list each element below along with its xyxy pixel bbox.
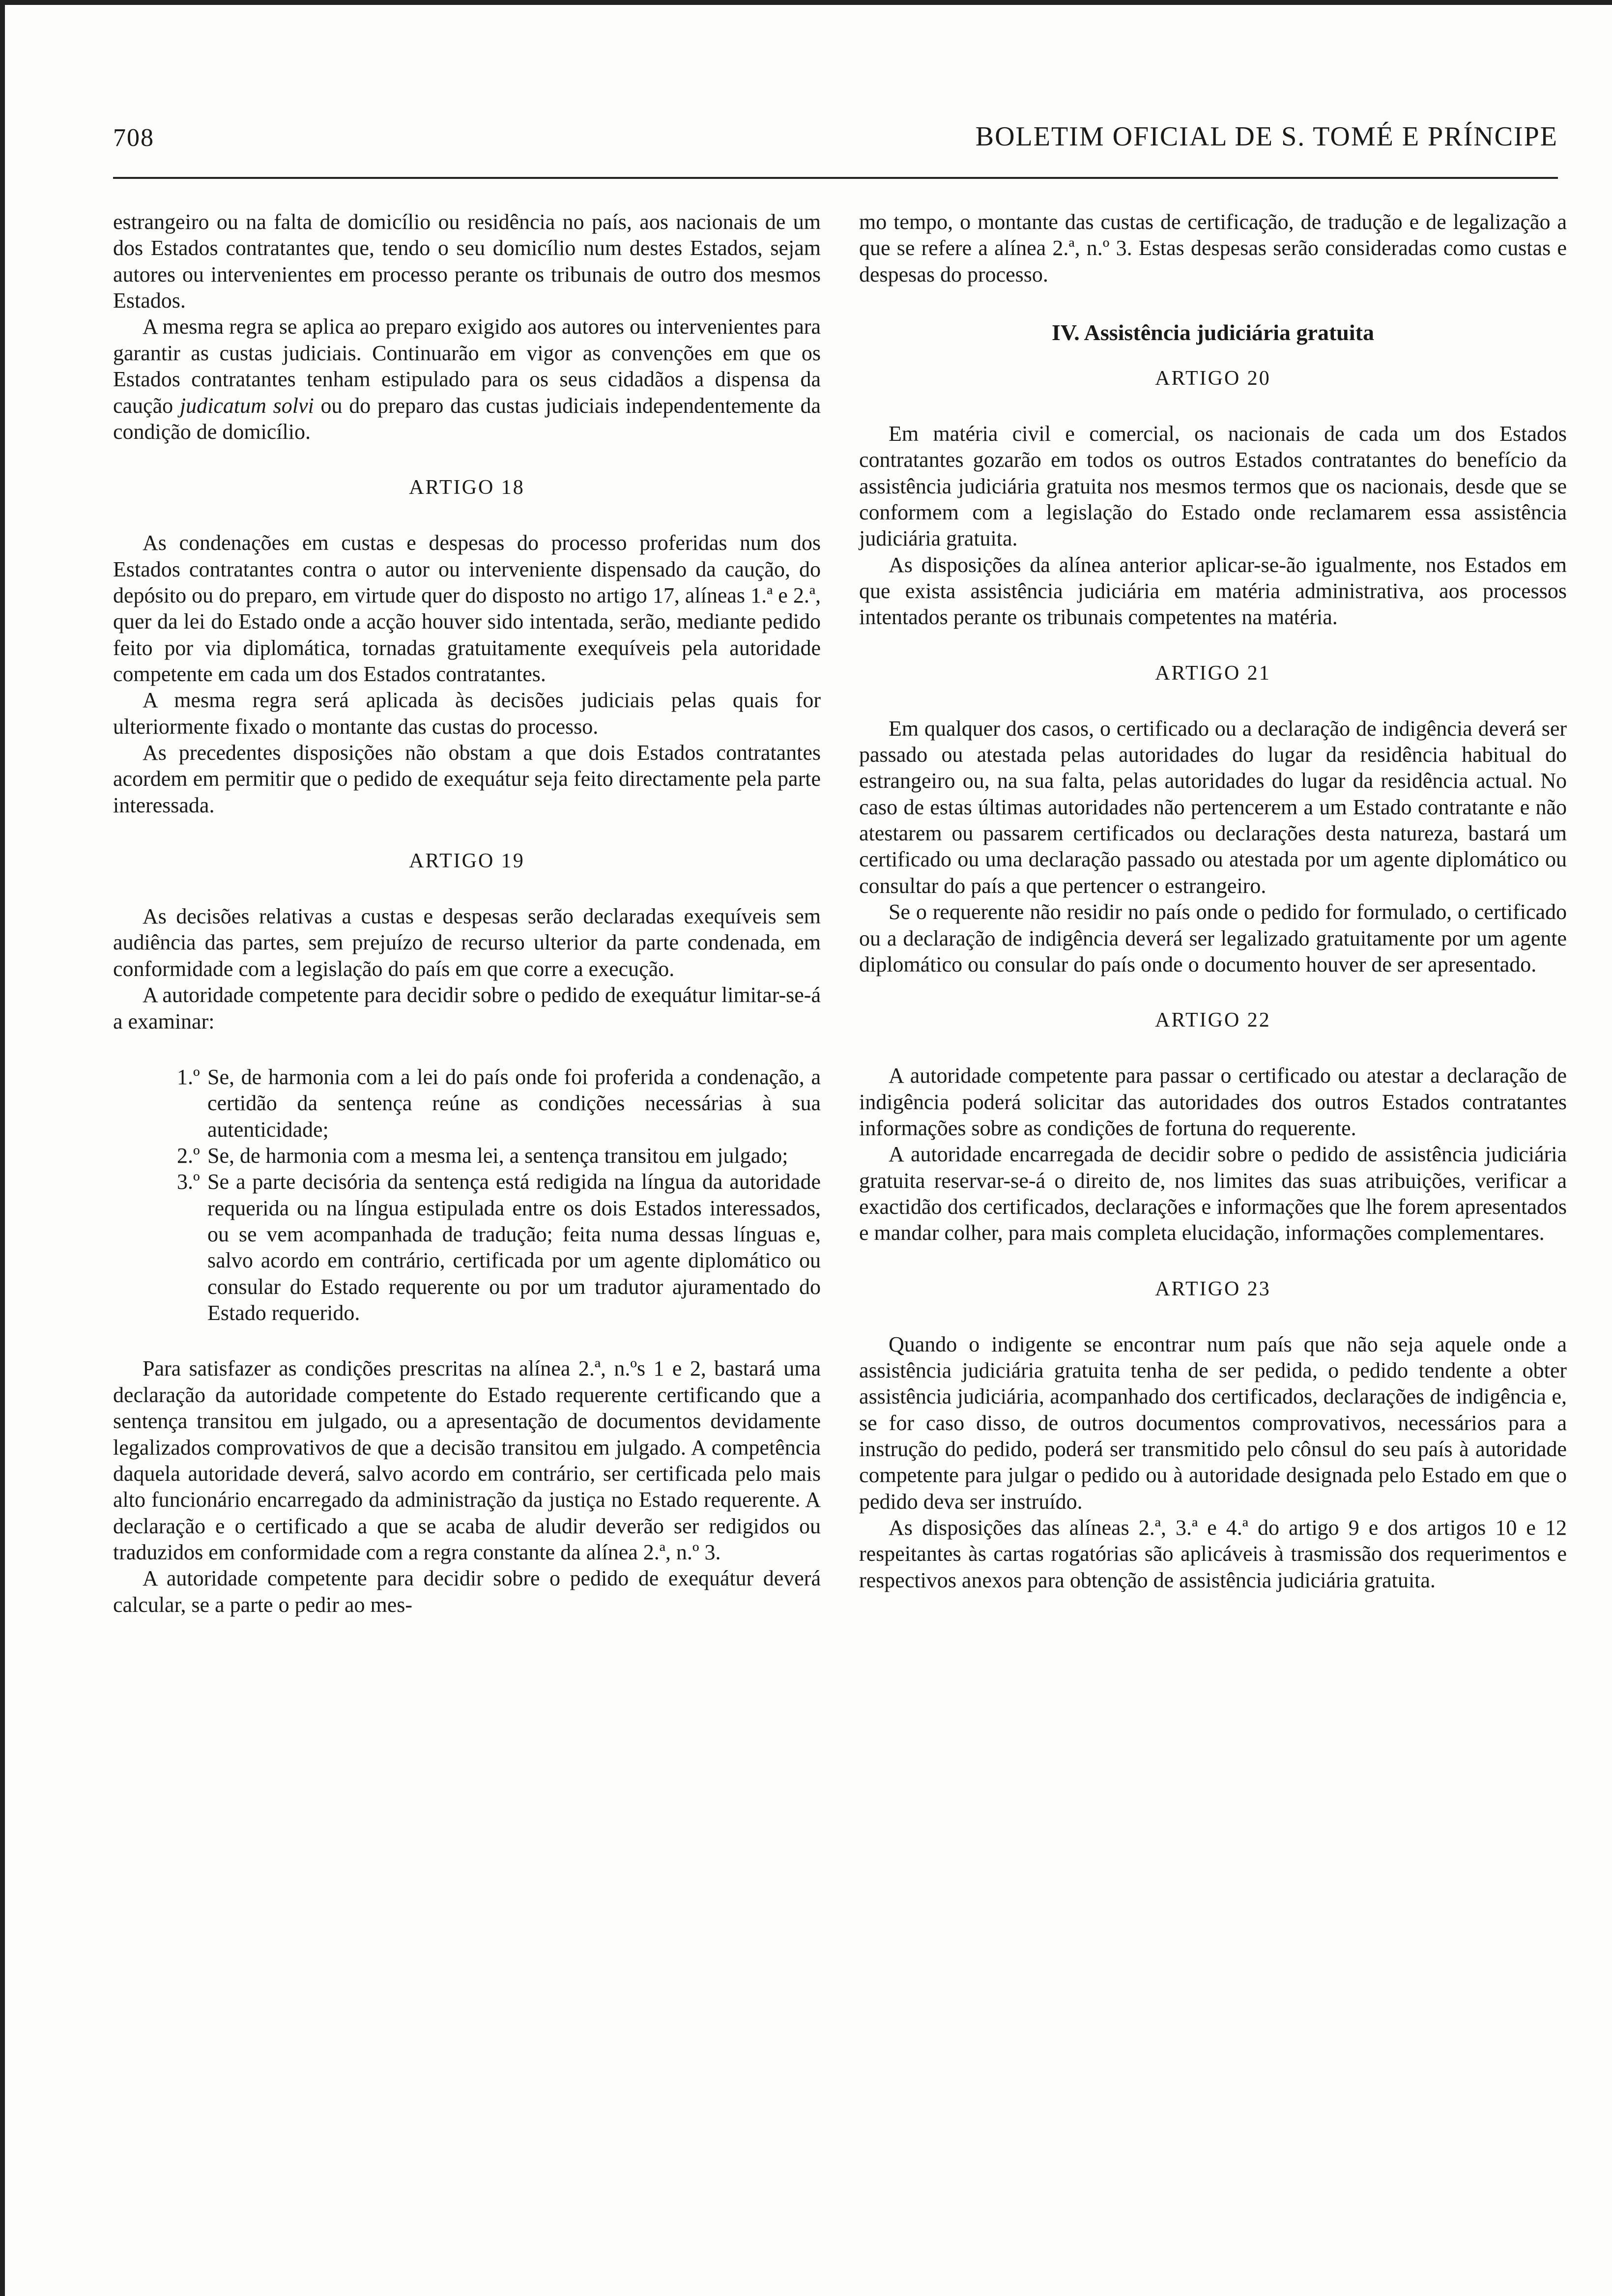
- paragraph: estrangeiro ou na falta de domicílio ou residência no país, aos nacionais de um dos Estados contratantes que, tendo o seu domicílio num destes Estados, sejam autores ou intervenientes em processo perante os tribunais de outro dos mesmos Estados.: [113, 210, 821, 313]
- item-text: Se, de harmonia com a lei do país onde foi proferida a condenação, a certidão da sentença reúne as condições necessárias à sua autenticidade;: [207, 1064, 821, 1142]
- left-column: [113, 209, 821, 1618]
- page-header: [113, 108, 1558, 152]
- paragraph: Em matéria civil e comercial, os nacionais de cada um dos Estados contratantes gozarão em todos os outros Estados contratantes do benefício da assistência judiciária gratuita nos mesmos termos que os nacionais, desde que se conformem com a legislação do Estado onde reclamarem essa assistência judiciária gratuita.: [859, 421, 1567, 551]
- right-column: [859, 209, 1567, 1593]
- paragraph: Em qualquer dos casos, o certificado ou a declaração de indigência deverá ser passado ou atestada pelas autoridades do lugar da residência habitual do estrangeiro ou, na sua falta, pelas autoridades do lugar da residência actual. No caso de estas últimas autoridades não pertencerem a um Estado contratante e não atestarem ou passarem certificados ou declarações desta natureza, bastará um certificado ou uma declaração passado ou atestada por um agente diplomático ou consultar do país a que pertencer o estrangeiro.: [859, 716, 1567, 898]
- section-heading: IV. Assistência judiciária gratuita: [1052, 320, 1374, 345]
- paragraph: As decisões relativas a custas e despesas serão declaradas exequíveis sem audiência das partes, sem prejuízo de recurso ulterior da parte condenada, em conformidade com a legislação do país em que corre a execução.: [113, 904, 821, 981]
- paragraph: A mesma regra será aplicada às decisões judiciais pelas quais for ulteriormente fixado o montante das custas do processo.: [113, 688, 821, 739]
- list-item: [177, 1169, 821, 1326]
- article-heading: ARTIGO 23: [1155, 1277, 1271, 1300]
- publication-title: BOLETIM OFICIAL DE S. TOMÉ E PRÍNCIPE: [975, 121, 1558, 152]
- article-heading: ARTIGO 19: [409, 850, 525, 873]
- list-item: [177, 1064, 821, 1143]
- paragraph: Para satisfazer as condições prescritas na alínea 2.ª, n.ºs 1 e 2, bastará uma declaração da autoridade competente do Estado requerente certificando que a sentença transitou em julgado, ou a apresentação de documentos devidamente legalizados comprovativos de que a decisão transitou em julgado. A competência daquela autoridade deverá, salvo acordo em contrário, ser certificada pelo mais alto funcionário encarregado da administração da justiça no Estado requerente. A declaração e o certificado a que se acaba de aludir deverão ser redigidos ou traduzidos em conformidade com a regra constante da alínea 2.ª, n.º 3.: [113, 1356, 821, 1564]
- paragraph: As disposições da alínea anterior aplicar-se-ão igualmente, nos Estados em que exista assistência judiciária em matéria administrativa, aos processos intentados perante os tribunais competentes na matéria.: [859, 552, 1567, 630]
- paragraph: Se o requerente não residir no país onde o pedido for formulado, o certificado ou a declaração de indigência deverá ser legalizado gratuitamente por um agente diplomático ou consular do país onde o documento houver de ser apresentado.: [859, 900, 1567, 976]
- paragraph: A autoridade competente para passar o certificado ou atestar a declaração de indigência poderá solicitar das autoridades dos outros Estados contratantes informações sobre as condições de fortuna do requerente.: [859, 1063, 1567, 1140]
- list-item: [177, 1143, 821, 1169]
- article-heading: ARTIGO 21: [1155, 661, 1271, 685]
- page-number: 708: [113, 124, 154, 152]
- paragraph: [113, 314, 821, 445]
- item-text: Se, de harmonia com a mesma lei, a sentença transitou em julgado;: [207, 1143, 788, 1168]
- paragraph: A autoridade encarregada de decidir sobre o pedido de assistência judiciária gratuita reservar-se-á o direito de, nos limites das suas atribuições, verificar a exactidão dos certificados, declarações e informações que lhe forem apresentados e mandar colher, para mais completa elucidação, informações complementares.: [859, 1142, 1567, 1245]
- article-heading: ARTIGO 22: [1155, 1009, 1271, 1032]
- item-text: Se a parte decisória da sentença está redigida na língua da autoridade requerida ou na língua estipulada entre os dois Estados interessados, ou se vem acompanhada de tradução; feita numa dessas línguas e, salvo acordo em contrário, certificada por um agente diplomático ou consular do Estado requerente ou por um tradutor ajuramentado do Estado requerido.: [207, 1170, 821, 1325]
- paragraph: As disposições das alíneas 2.ª, 3.ª e 4.ª do artigo 9 e dos artigos 10 e 12 respeitantes às cartas rogatórias são aplicáveis à trasmissão dos requerimentos e respectivos anexos para obtenção de assistência judiciária gratuita.: [859, 1516, 1567, 1592]
- paragraph: As condenações em custas e despesas do processo proferidas num dos Estados contratantes contra o autor ou interveniente dispensado da caução, do depósito ou do preparo, em virtude quer do disposto no artigo 17, alíneas 1.ª e 2.ª, quer da lei do Estado onde a acção houver sido intentada, serão, mediante pedido feito por via diplomática, tornadas gratuitamente exequíveis pela autoridade competente em cada um dos Estados contratantes.: [113, 531, 821, 686]
- scan-border-left: [0, 0, 5, 2296]
- paragraph: A autoridade competente para decidir sobre o pedido de exequátur deverá calcular, se a parte o pedir ao mes-: [113, 1566, 821, 1617]
- italic-term: judicatum solvi: [179, 393, 314, 418]
- paragraph: A autoridade competente para decidir sobre o pedido de exequátur limitar-se-á a examinar:: [113, 983, 821, 1033]
- scan-border-top: [0, 0, 1612, 5]
- item-number: 3.º: [177, 1170, 200, 1194]
- numbered-list: [113, 1064, 821, 1326]
- article-heading: ARTIGO 18: [409, 476, 525, 499]
- item-number: 2.º: [177, 1143, 200, 1168]
- paragraph: Quando o indigente se encontrar num país que não seja aquele onde a assistência judiciária gratuita tenha de ser pedida, o pedido tendente a obter assistência judiciária, acompanhado dos certificados, declarações de indigência e, se for caso disso, de outros documentos comprovativos, necessários para a instrução do pedido, poderá ser transmitido pelo cônsul do seu país à autoridade competente para julgar o pedido ou à autoridade designada pelo Estado em que o pedido deva ser instruído.: [859, 1332, 1567, 1514]
- text-run: ou do preparo das custas judiciais independentemente da condição de domicílio.: [113, 393, 821, 444]
- paragraph: As precedentes disposições não obstam a que dois Estados contratantes acordem em permitir que o pedido de exequátur seja feito directamente pela parte interessada.: [113, 741, 821, 817]
- article-heading: ARTIGO 20: [1155, 367, 1271, 390]
- paragraph: mo tempo, o montante das custas de certificação, de tradução e de legalização a que se refere a alínea 2.ª, n.º 3. Estas despesas serão consideradas como custas e despesas do processo.: [859, 210, 1567, 287]
- item-number: 1.º: [177, 1064, 200, 1089]
- text-run: A mesma regra se aplica ao preparo exigido aos autores ou intervenientes para garantir as custas judiciais. Continuarão em vigor as convenções em que os Estados contratantes tenham estipulado para os seus cidadãos a dispensa da caução: [113, 315, 821, 418]
- header-rule: [113, 177, 1558, 179]
